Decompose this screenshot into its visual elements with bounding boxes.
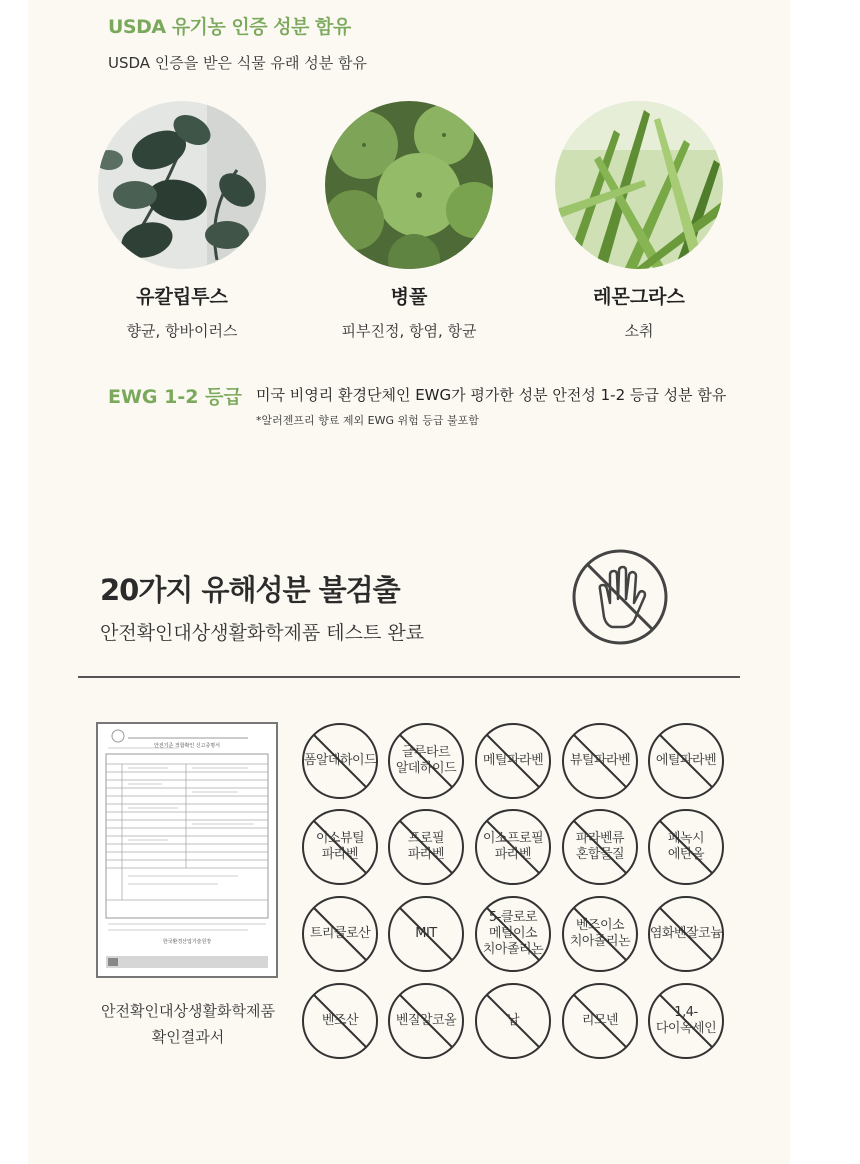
substance-label: 벤질알코올 (395, 1013, 457, 1028)
substance-label: 이소프로필 파라벤 (482, 831, 544, 862)
substance-badge (646, 807, 726, 887)
eucalyptus-image (97, 100, 267, 270)
usda-title: USDA 유기농 인증 성분 함유 (108, 16, 351, 38)
ingredient-desc: 피부진정, 항염, 항균 (341, 322, 477, 340)
substance-label: 뷰틸파라벤 (569, 753, 631, 768)
ingredient-centella (309, 100, 509, 340)
substance-badge (646, 894, 726, 974)
ingredient-desc: 향균, 항바이러스 (126, 322, 238, 340)
centella-image (324, 100, 494, 270)
substance-label: 1,4- 다이옥세인 (655, 1005, 717, 1036)
substance-label: 글루타르 알데하이드 (395, 745, 457, 776)
certificate-heading: 안전기준 적합확인 신고증명서 (154, 743, 220, 749)
substance-badge (560, 894, 640, 974)
substance-label: 벤조산 (321, 1013, 359, 1028)
no-touch-hand-icon (568, 545, 672, 649)
substance-label: 페녹시 에탄올 (667, 831, 705, 862)
certificate-caption: 안전확인대상생활화학제품 확인결과서 (101, 1002, 275, 1046)
ingredient-lemongrass (539, 100, 739, 340)
substance-badge (473, 981, 553, 1061)
substance-badge (386, 807, 466, 887)
ingredient-name: 병풀 (390, 286, 428, 308)
substance-badge (300, 807, 380, 887)
ewg-text: 미국 비영리 환경단체인 EWG가 평가한 성분 안전성 1-2 등급 성분 함유 (256, 386, 727, 404)
substance-label: 트리클로산 (309, 926, 371, 941)
substance-badge (300, 981, 380, 1061)
substance-badge (300, 721, 380, 801)
substance-badge (646, 721, 726, 801)
ingredient-eucalyptus (82, 100, 282, 340)
substance-label: 리모넨 (581, 1013, 619, 1028)
substance-label: 벤즈이소 치아졸리논 (569, 918, 631, 949)
substance-badge (473, 721, 553, 801)
substance-label: 메틸파라벤 (482, 753, 544, 768)
substance-label: MIT (415, 926, 437, 941)
ewg-note: *알러젠프리 향료 제외 EWG 위험 등급 불포함 (256, 414, 479, 427)
ingredient-name: 레몬그라스 (593, 286, 685, 308)
certificate-footer: 한국환경산업기술원장 (162, 939, 212, 945)
ingredient-name: 유칼립투스 (136, 286, 228, 308)
substance-badge (560, 807, 640, 887)
substance-badge (560, 721, 640, 801)
substance-label: 폼알데하이드 (303, 753, 377, 768)
substance-badge (473, 894, 553, 974)
substance-label: 염화벤잘코늄 (649, 926, 723, 941)
substance-label: 5-클로로 메틸이소 치아졸리논 (482, 910, 544, 957)
ingredient-desc: 소취 (624, 322, 654, 340)
substance-badge (386, 894, 466, 974)
usda-subtitle: USDA 인증을 받은 식물 유래 성분 함유 (108, 54, 368, 72)
harmful-title: 20가지 유해성분 불검출 (100, 573, 400, 607)
substance-badge (386, 981, 466, 1061)
substance-label: 파라벤류 혼합물질 (575, 831, 625, 862)
substance-badge (300, 894, 380, 974)
ewg-label: EWG 1-2 등급 (108, 386, 242, 408)
lemongrass-image (554, 100, 724, 270)
substance-badge (473, 807, 553, 887)
substance-label: 이소뷰틸 파라벤 (315, 831, 365, 862)
substance-badge (386, 721, 466, 801)
harmful-subtitle: 안전확인대상생활화학제품 테스트 완료 (100, 622, 425, 644)
substance-label: 프로필 파라벤 (407, 831, 445, 862)
substance-badge (646, 981, 726, 1061)
section-divider (78, 676, 740, 678)
substance-label: 납 (506, 1013, 520, 1028)
certificate-document (96, 722, 278, 978)
substance-badge (560, 981, 640, 1061)
substance-label: 에틸파라벤 (655, 753, 717, 768)
